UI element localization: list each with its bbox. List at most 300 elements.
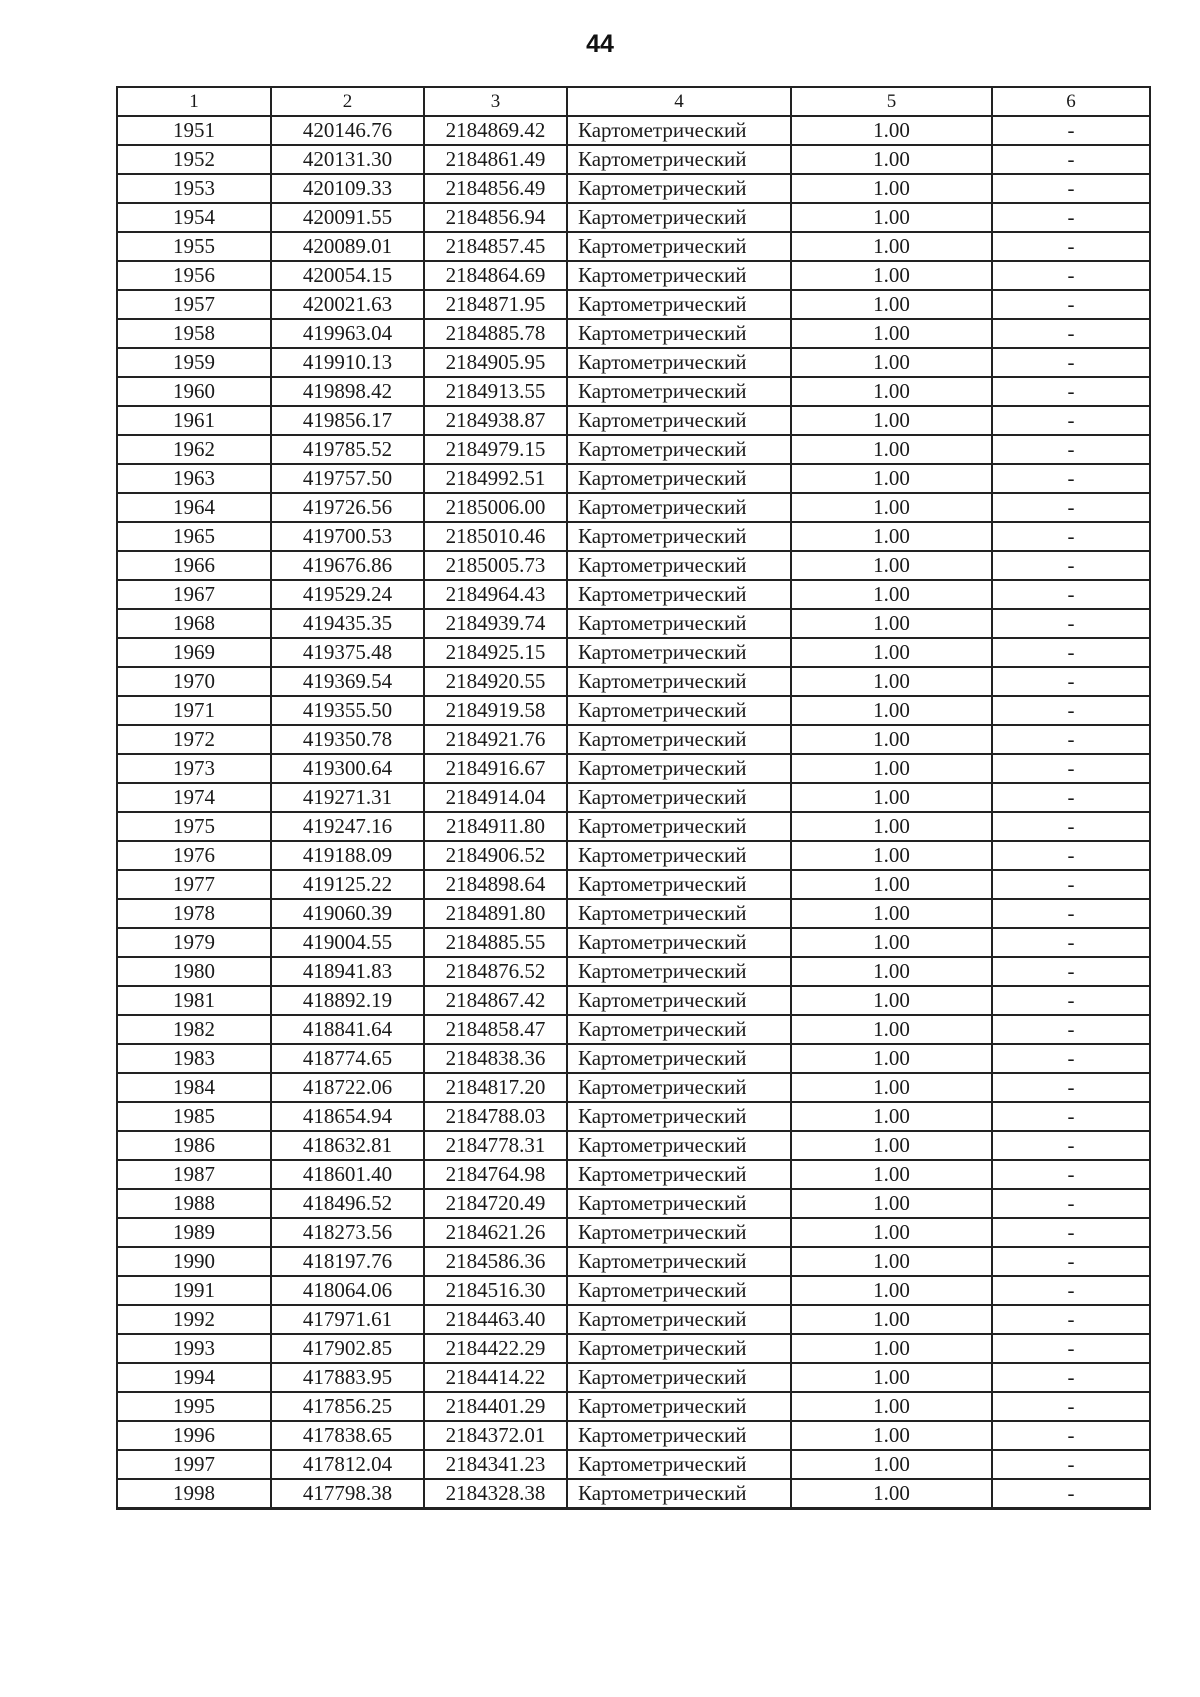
cell-method: Картометрический — [567, 1102, 791, 1131]
cell-accuracy: 1.00 — [791, 1363, 992, 1392]
table-row — [117, 1131, 1150, 1160]
cell-coord-y: 2184919.58 — [424, 696, 567, 725]
cell-method: Картометрический — [567, 435, 791, 464]
cell-point-number: 1988 — [117, 1189, 271, 1218]
cell-coord-x: 418273.56 — [271, 1218, 424, 1247]
table-row — [117, 348, 1150, 377]
cell-coord-y: 2184939.74 — [424, 609, 567, 638]
cell-method: Картометрический — [567, 464, 791, 493]
cell-method: Картометрический — [567, 232, 791, 261]
cell-method: Картометрический — [567, 667, 791, 696]
cell-point-number: 1992 — [117, 1305, 271, 1334]
cell-accuracy: 1.00 — [791, 580, 992, 609]
cell-coord-x: 419125.22 — [271, 870, 424, 899]
cell-description: - — [992, 1421, 1150, 1450]
cell-description: - — [992, 1305, 1150, 1334]
cell-description: - — [992, 1102, 1150, 1131]
cell-description: - — [992, 232, 1150, 261]
cell-coord-y: 2184916.67 — [424, 754, 567, 783]
cell-coord-y: 2184422.29 — [424, 1334, 567, 1363]
cell-coord-y: 2184925.15 — [424, 638, 567, 667]
cell-description: - — [992, 870, 1150, 899]
table-row — [117, 1218, 1150, 1247]
cell-point-number: 1990 — [117, 1247, 271, 1276]
cell-coord-x: 420054.15 — [271, 261, 424, 290]
cell-method: Картометрический — [567, 1421, 791, 1450]
cell-method: Картометрический — [567, 145, 791, 174]
cell-point-number: 1955 — [117, 232, 271, 261]
cell-description: - — [992, 1247, 1150, 1276]
cell-point-number: 1964 — [117, 493, 271, 522]
cell-coord-x: 418774.65 — [271, 1044, 424, 1073]
cell-coord-x: 419271.31 — [271, 783, 424, 812]
cell-description: - — [992, 1479, 1150, 1509]
cell-point-number: 1982 — [117, 1015, 271, 1044]
cell-method: Картометрический — [567, 1218, 791, 1247]
cell-accuracy: 1.00 — [791, 174, 992, 203]
table-row — [117, 1334, 1150, 1363]
cell-accuracy: 1.00 — [791, 754, 992, 783]
cell-accuracy: 1.00 — [791, 290, 992, 319]
cell-coord-y: 2184885.55 — [424, 928, 567, 957]
cell-coord-x: 417971.61 — [271, 1305, 424, 1334]
table-row — [117, 116, 1150, 145]
cell-description: - — [992, 841, 1150, 870]
cell-point-number: 1970 — [117, 667, 271, 696]
cell-description: - — [992, 609, 1150, 638]
cell-description: - — [992, 1334, 1150, 1363]
cell-point-number: 1959 — [117, 348, 271, 377]
cell-point-number: 1998 — [117, 1479, 271, 1509]
cell-method: Картометрический — [567, 493, 791, 522]
cell-coord-y: 2184463.40 — [424, 1305, 567, 1334]
cell-coord-x: 419435.35 — [271, 609, 424, 638]
table-row — [117, 1189, 1150, 1218]
cell-accuracy: 1.00 — [791, 1305, 992, 1334]
table-row — [117, 377, 1150, 406]
cell-point-number: 1957 — [117, 290, 271, 319]
table-row — [117, 551, 1150, 580]
cell-coord-x: 419856.17 — [271, 406, 424, 435]
cell-point-number: 1954 — [117, 203, 271, 232]
cell-coord-x: 420146.76 — [271, 116, 424, 145]
cell-coord-y: 2184341.23 — [424, 1450, 567, 1479]
cell-method: Картометрический — [567, 754, 791, 783]
cell-coord-y: 2184720.49 — [424, 1189, 567, 1218]
cell-accuracy: 1.00 — [791, 203, 992, 232]
cell-accuracy: 1.00 — [791, 464, 992, 493]
cell-coord-y: 2184914.04 — [424, 783, 567, 812]
table-row — [117, 464, 1150, 493]
table-row — [117, 1276, 1150, 1305]
cell-method: Картометрический — [567, 928, 791, 957]
page-number: 44 — [586, 30, 614, 58]
cell-point-number: 1997 — [117, 1450, 271, 1479]
table-row — [117, 783, 1150, 812]
cell-accuracy: 1.00 — [791, 783, 992, 812]
cell-point-number: 1980 — [117, 957, 271, 986]
cell-description: - — [992, 899, 1150, 928]
table-row — [117, 1160, 1150, 1189]
cell-coord-x: 418722.06 — [271, 1073, 424, 1102]
column-header-method: 4 — [567, 87, 791, 116]
cell-coord-y: 2184414.22 — [424, 1363, 567, 1392]
cell-coord-x: 419529.24 — [271, 580, 424, 609]
cell-coord-y: 2184764.98 — [424, 1160, 567, 1189]
cell-description: - — [992, 290, 1150, 319]
table-row — [117, 145, 1150, 174]
cell-coord-x: 419910.13 — [271, 348, 424, 377]
table-row — [117, 899, 1150, 928]
table-row — [117, 174, 1150, 203]
cell-description: - — [992, 725, 1150, 754]
cell-method: Картометрический — [567, 580, 791, 609]
cell-point-number: 1986 — [117, 1131, 271, 1160]
cell-description: - — [992, 551, 1150, 580]
cell-coord-x: 419300.64 — [271, 754, 424, 783]
table-row — [117, 812, 1150, 841]
table-row — [117, 319, 1150, 348]
cell-coord-y: 2184372.01 — [424, 1421, 567, 1450]
cell-accuracy: 1.00 — [791, 348, 992, 377]
cell-accuracy: 1.00 — [791, 1073, 992, 1102]
cell-coord-y: 2184869.42 — [424, 116, 567, 145]
cell-accuracy: 1.00 — [791, 232, 992, 261]
cell-point-number: 1987 — [117, 1160, 271, 1189]
cell-accuracy: 1.00 — [791, 435, 992, 464]
cell-accuracy: 1.00 — [791, 406, 992, 435]
cell-description: - — [992, 1160, 1150, 1189]
cell-method: Картометрический — [567, 870, 791, 899]
table-row — [117, 435, 1150, 464]
cell-accuracy: 1.00 — [791, 1218, 992, 1247]
cell-accuracy: 1.00 — [791, 1421, 992, 1450]
cell-coord-x: 420091.55 — [271, 203, 424, 232]
cell-coord-x: 418841.64 — [271, 1015, 424, 1044]
cell-accuracy: 1.00 — [791, 1015, 992, 1044]
cell-method: Картометрический — [567, 841, 791, 870]
cell-point-number: 1976 — [117, 841, 271, 870]
cell-method: Картометрический — [567, 957, 791, 986]
cell-coord-y: 2185010.46 — [424, 522, 567, 551]
cell-point-number: 1978 — [117, 899, 271, 928]
cell-method: Картометрический — [567, 290, 791, 319]
cell-coord-y: 2184858.47 — [424, 1015, 567, 1044]
table-row — [117, 232, 1150, 261]
table-row — [117, 986, 1150, 1015]
cell-accuracy: 1.00 — [791, 1392, 992, 1421]
cell-coord-x: 419355.50 — [271, 696, 424, 725]
cell-description: - — [992, 116, 1150, 145]
cell-description: - — [992, 1218, 1150, 1247]
cell-description: - — [992, 1015, 1150, 1044]
cell-coord-y: 2184621.26 — [424, 1218, 567, 1247]
cell-point-number: 1981 — [117, 986, 271, 1015]
cell-method: Картометрический — [567, 783, 791, 812]
cell-method: Картометрический — [567, 1334, 791, 1363]
cell-accuracy: 1.00 — [791, 145, 992, 174]
cell-method: Картометрический — [567, 1276, 791, 1305]
cell-accuracy: 1.00 — [791, 522, 992, 551]
column-header-description: 6 — [992, 87, 1150, 116]
cell-method: Картометрический — [567, 725, 791, 754]
cell-coord-y: 2185005.73 — [424, 551, 567, 580]
cell-description: - — [992, 435, 1150, 464]
cell-point-number: 1996 — [117, 1421, 271, 1450]
cell-point-number: 1995 — [117, 1392, 271, 1421]
cell-coord-y: 2184401.29 — [424, 1392, 567, 1421]
cell-description: - — [992, 986, 1150, 1015]
cell-method: Картометрический — [567, 551, 791, 580]
cell-accuracy: 1.00 — [791, 638, 992, 667]
cell-coord-x: 419676.86 — [271, 551, 424, 580]
cell-coord-x: 419785.52 — [271, 435, 424, 464]
cell-method: Картометрический — [567, 1479, 791, 1509]
column-header-coord-x: 2 — [271, 87, 424, 116]
cell-method: Картометрический — [567, 812, 791, 841]
cell-description: - — [992, 464, 1150, 493]
cell-coord-x: 417798.38 — [271, 1479, 424, 1509]
table-row — [117, 493, 1150, 522]
cell-description: - — [992, 1073, 1150, 1102]
cell-coord-y: 2185006.00 — [424, 493, 567, 522]
cell-coord-x: 419700.53 — [271, 522, 424, 551]
cell-point-number: 1974 — [117, 783, 271, 812]
cell-point-number: 1993 — [117, 1334, 271, 1363]
cell-coord-y: 2184891.80 — [424, 899, 567, 928]
cell-accuracy: 1.00 — [791, 696, 992, 725]
cell-point-number: 1991 — [117, 1276, 271, 1305]
cell-point-number: 1961 — [117, 406, 271, 435]
cell-method: Картометрический — [567, 261, 791, 290]
cell-point-number: 1968 — [117, 609, 271, 638]
cell-description: - — [992, 203, 1150, 232]
cell-coord-x: 419726.56 — [271, 493, 424, 522]
cell-coord-y: 2184864.69 — [424, 261, 567, 290]
cell-accuracy: 1.00 — [791, 986, 992, 1015]
cell-accuracy: 1.00 — [791, 928, 992, 957]
cell-method: Картометрический — [567, 377, 791, 406]
cell-accuracy: 1.00 — [791, 551, 992, 580]
cell-coord-x: 419188.09 — [271, 841, 424, 870]
cell-coord-x: 419375.48 — [271, 638, 424, 667]
cell-description: - — [992, 377, 1150, 406]
table-row — [117, 1421, 1150, 1450]
cell-accuracy: 1.00 — [791, 493, 992, 522]
cell-coord-x: 418941.83 — [271, 957, 424, 986]
table-row — [117, 754, 1150, 783]
cell-accuracy: 1.00 — [791, 957, 992, 986]
table-row — [117, 1450, 1150, 1479]
cell-coord-y: 2184856.49 — [424, 174, 567, 203]
cell-coord-x: 420021.63 — [271, 290, 424, 319]
cell-coord-x: 418197.76 — [271, 1247, 424, 1276]
cell-coord-x: 419963.04 — [271, 319, 424, 348]
cell-accuracy: 1.00 — [791, 1160, 992, 1189]
cell-coord-y: 2184788.03 — [424, 1102, 567, 1131]
header-row — [117, 87, 1150, 116]
cell-coord-x: 419350.78 — [271, 725, 424, 754]
cell-coord-y: 2184964.43 — [424, 580, 567, 609]
cell-coord-x: 419369.54 — [271, 667, 424, 696]
cell-coord-y: 2184817.20 — [424, 1073, 567, 1102]
cell-coord-x: 417838.65 — [271, 1421, 424, 1450]
cell-point-number: 1973 — [117, 754, 271, 783]
cell-accuracy: 1.00 — [791, 1479, 992, 1509]
cell-coord-x: 417902.85 — [271, 1334, 424, 1363]
cell-description: - — [992, 580, 1150, 609]
cell-point-number: 1971 — [117, 696, 271, 725]
cell-point-number: 1977 — [117, 870, 271, 899]
cell-method: Картометрический — [567, 1305, 791, 1334]
cell-coord-x: 417856.25 — [271, 1392, 424, 1421]
cell-accuracy: 1.00 — [791, 899, 992, 928]
cell-method: Картометрический — [567, 203, 791, 232]
cell-accuracy: 1.00 — [791, 1044, 992, 1073]
cell-point-number: 1994 — [117, 1363, 271, 1392]
table-row — [117, 928, 1150, 957]
cell-description: - — [992, 145, 1150, 174]
cell-coord-x: 419247.16 — [271, 812, 424, 841]
cell-accuracy: 1.00 — [791, 725, 992, 754]
cell-description: - — [992, 406, 1150, 435]
cell-description: - — [992, 1044, 1150, 1073]
table-row — [117, 841, 1150, 870]
cell-coord-y: 2184328.38 — [424, 1479, 567, 1509]
cell-coord-x: 420131.30 — [271, 145, 424, 174]
cell-coord-y: 2184921.76 — [424, 725, 567, 754]
cell-description: - — [992, 754, 1150, 783]
cell-description: - — [992, 1450, 1150, 1479]
cell-method: Картометрический — [567, 1363, 791, 1392]
cell-method: Картометрический — [567, 174, 791, 203]
cell-coord-y: 2184586.36 — [424, 1247, 567, 1276]
cell-point-number: 1989 — [117, 1218, 271, 1247]
cell-coord-x: 419757.50 — [271, 464, 424, 493]
cell-coord-y: 2184911.80 — [424, 812, 567, 841]
coordinates-table — [116, 86, 1151, 1510]
cell-method: Картометрический — [567, 348, 791, 377]
cell-accuracy: 1.00 — [791, 1102, 992, 1131]
cell-description: - — [992, 928, 1150, 957]
table-row — [117, 1044, 1150, 1073]
cell-method: Картометрический — [567, 1131, 791, 1160]
cell-accuracy: 1.00 — [791, 1334, 992, 1363]
cell-coord-y: 2184778.31 — [424, 1131, 567, 1160]
cell-coord-x: 418892.19 — [271, 986, 424, 1015]
table-row — [117, 609, 1150, 638]
cell-description: - — [992, 493, 1150, 522]
cell-point-number: 1960 — [117, 377, 271, 406]
cell-coord-y: 2184867.42 — [424, 986, 567, 1015]
cell-accuracy: 1.00 — [791, 261, 992, 290]
cell-coord-y: 2184876.52 — [424, 957, 567, 986]
cell-method: Картометрический — [567, 116, 791, 145]
cell-point-number: 1953 — [117, 174, 271, 203]
cell-method: Картометрический — [567, 696, 791, 725]
cell-accuracy: 1.00 — [791, 1189, 992, 1218]
table-row — [117, 203, 1150, 232]
cell-description: - — [992, 812, 1150, 841]
cell-description: - — [992, 261, 1150, 290]
table-row — [117, 290, 1150, 319]
cell-coord-y: 2184516.30 — [424, 1276, 567, 1305]
table-row — [117, 667, 1150, 696]
cell-coord-x: 417812.04 — [271, 1450, 424, 1479]
cell-coord-x: 418064.06 — [271, 1276, 424, 1305]
cell-method: Картометрический — [567, 406, 791, 435]
cell-method: Картометрический — [567, 1160, 791, 1189]
table-row — [117, 1363, 1150, 1392]
table-header — [117, 87, 1150, 116]
cell-description: - — [992, 348, 1150, 377]
cell-point-number: 1951 — [117, 116, 271, 145]
cell-coord-x: 417883.95 — [271, 1363, 424, 1392]
cell-point-number: 1962 — [117, 435, 271, 464]
cell-method: Картометрический — [567, 899, 791, 928]
cell-coord-y: 2184856.94 — [424, 203, 567, 232]
cell-description: - — [992, 957, 1150, 986]
cell-description: - — [992, 522, 1150, 551]
cell-coord-y: 2184905.95 — [424, 348, 567, 377]
cell-coord-y: 2184861.49 — [424, 145, 567, 174]
table-row — [117, 1479, 1150, 1509]
cell-point-number: 1975 — [117, 812, 271, 841]
cell-method: Картометрический — [567, 638, 791, 667]
column-header-coord-y: 3 — [424, 87, 567, 116]
cell-coord-x: 418601.40 — [271, 1160, 424, 1189]
table-row — [117, 1073, 1150, 1102]
table-row — [117, 725, 1150, 754]
cell-point-number: 1963 — [117, 464, 271, 493]
cell-point-number: 1958 — [117, 319, 271, 348]
table-row — [117, 696, 1150, 725]
cell-description: - — [992, 1131, 1150, 1160]
cell-method: Картометрический — [567, 1073, 791, 1102]
cell-point-number: 1985 — [117, 1102, 271, 1131]
cell-point-number: 1965 — [117, 522, 271, 551]
cell-method: Картометрический — [567, 986, 791, 1015]
cell-point-number: 1956 — [117, 261, 271, 290]
cell-description: - — [992, 638, 1150, 667]
cell-accuracy: 1.00 — [791, 116, 992, 145]
cell-coord-y: 2184992.51 — [424, 464, 567, 493]
cell-description: - — [992, 174, 1150, 203]
cell-accuracy: 1.00 — [791, 1247, 992, 1276]
cell-method: Картометрический — [567, 1015, 791, 1044]
cell-accuracy: 1.00 — [791, 870, 992, 899]
column-header-accuracy: 5 — [791, 87, 992, 116]
cell-accuracy: 1.00 — [791, 377, 992, 406]
cell-coord-y: 2184871.95 — [424, 290, 567, 319]
table-row — [117, 870, 1150, 899]
table-row — [117, 580, 1150, 609]
cell-description: - — [992, 1276, 1150, 1305]
cell-method: Картометрический — [567, 609, 791, 638]
cell-coord-x: 418496.52 — [271, 1189, 424, 1218]
cell-point-number: 1984 — [117, 1073, 271, 1102]
cell-coord-x: 419004.55 — [271, 928, 424, 957]
cell-method: Картометрический — [567, 1044, 791, 1073]
table-row — [117, 1102, 1150, 1131]
cell-method: Картометрический — [567, 319, 791, 348]
cell-method: Картометрический — [567, 1247, 791, 1276]
cell-description: - — [992, 1392, 1150, 1421]
cell-point-number: 1979 — [117, 928, 271, 957]
table-row — [117, 957, 1150, 986]
cell-accuracy: 1.00 — [791, 841, 992, 870]
cell-point-number: 1983 — [117, 1044, 271, 1073]
